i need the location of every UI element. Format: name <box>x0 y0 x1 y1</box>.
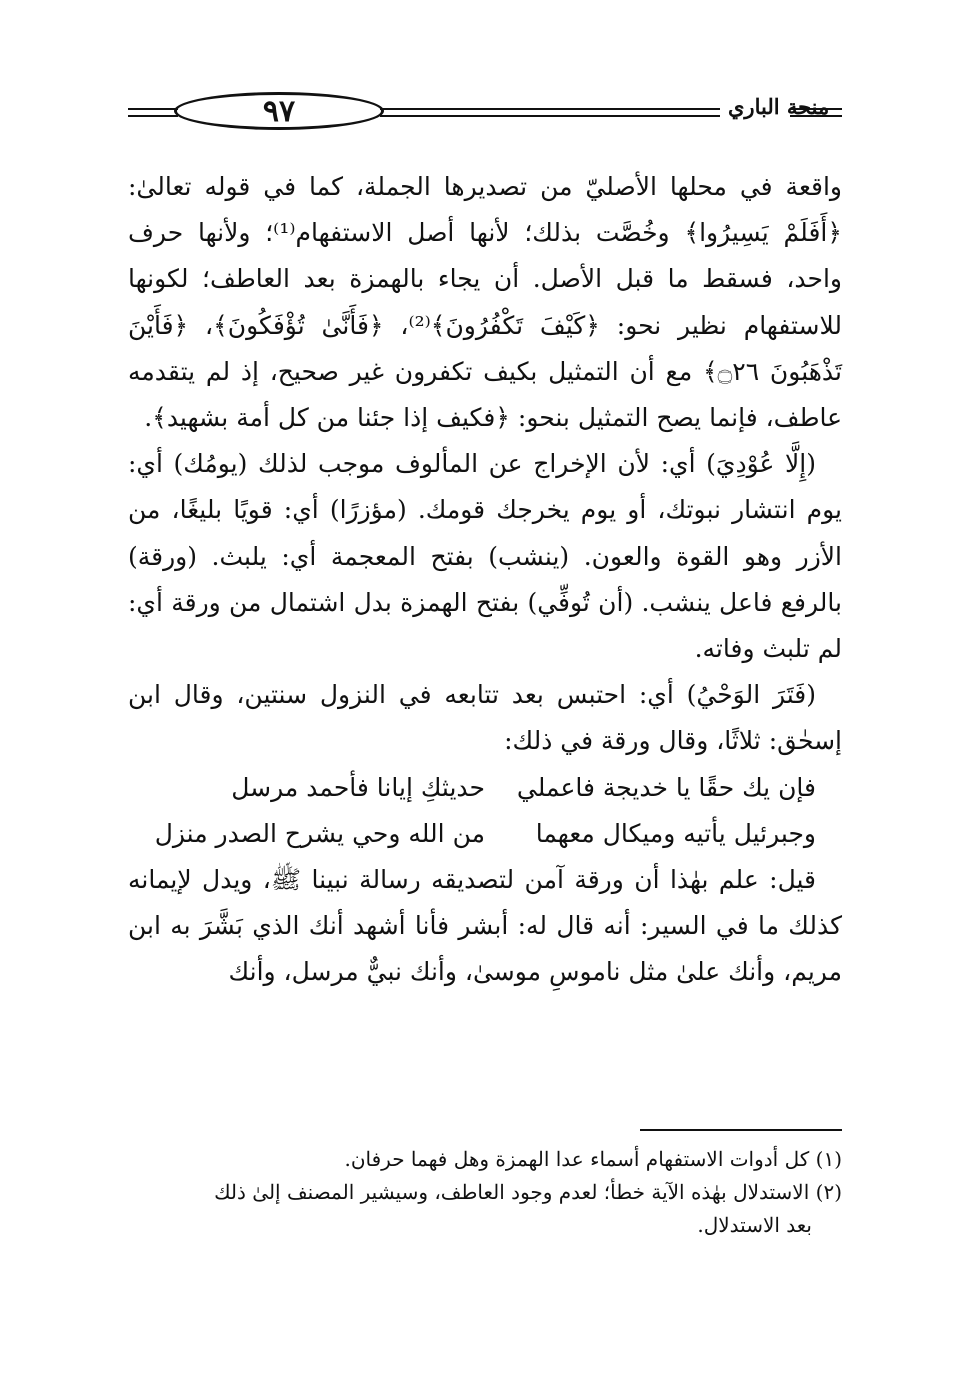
footnote-separator <box>640 1129 842 1131</box>
header-rule <box>128 108 178 110</box>
paragraph: واقعة في محلها الأصليّ من تصديرها الجملة، كما في قوله تعالىٰ: ﴿أَفَلَمْ يَسِيرُوا﴾ وخُصَّت بذلك؛ لأنها أصل الاستفهام⁽¹⁾؛ ولأنها حرف واحد، فسقط ما قبل الأصل. أن يجاء بالهمزة بعد العاطف؛ لكونها للاستفهام نظير نحو: ﴿كَيْفَ تَكْفُرُونَ﴾⁽²⁾، ﴿فَأَنَّىٰ تُؤْفَكُونَ﴾، ﴿فَأَيْنَ تَذْهَبُونَ ۝٢٦﴾ مع أن التمثيل بكيف تكفرون غير صحيح، إذ لم يتقدمه عاطف، فإنما يصح التمثيل بنحو: ﴿فكيف إذا جئنا من كل أمة بشهيد﴾. <box>128 172 843 433</box>
page-number: ٩٧ <box>174 92 384 130</box>
verse-hemistich: وجبرئيل يأتيه وميكال معهما <box>535 818 816 848</box>
paragraph: (إِلَّا عُوْدِيَ) أي: لأن الإخراج عن المألوف موجب لذلك (يومُك) أي: يوم انتشار نبوتك، أو يوم يخرجك قومك. (مؤزرًا) أي: قويًا بليغًا، من الأزر وهو القوة والعون. (ينشب) بفتح المعجمة أي: يلبث. (ورقة) بالرفع فاعل ينشب. (أن تُوفِّي) بفتح الهمزة بدل اشتمال من ورقة أي: لم تلبث وفاته. <box>128 449 842 664</box>
header-rule <box>380 108 720 110</box>
page-header <box>128 92 842 142</box>
main-text <box>128 164 842 995</box>
verse-hemistich: فإن يك حقًا يا خديجة فاعملي <box>516 772 816 802</box>
verse-hemistich: حديثكِ إيانا فأحمد مرسل <box>231 772 485 802</box>
header-rule <box>790 108 842 110</box>
header-rule <box>380 115 720 117</box>
footnote: (١) كل أدوات الاستفهام أسماء عدا الهمزة وهل فهما حرفان. <box>344 1147 842 1171</box>
header-rule <box>790 115 842 117</box>
book-title: منحة الباري <box>728 94 830 119</box>
footnote: (٢) الاستدلال بهٰذه الآية خطأ؛ لعدم وجود العاطف، وسيشير المصنف إلىٰ ذلك <box>214 1180 842 1204</box>
poem-verse <box>128 811 842 857</box>
header-rule <box>128 115 178 117</box>
paragraph: قيل: علم بهٰذا أن ورقة آمن لتصديقه رسالة نبينا ﷺ، ويدل لإيمانه كذلك ما في السير: أنه قال له: أبشر فأنا أشهد أنك الذي بَشَّرَ به ابن مريم، وأنك علىٰ مثل ناموسِ موسىٰ، وأنك نبيٌّ مرسل، وأنك <box>128 864 842 987</box>
poem-verse <box>128 765 842 811</box>
footnote-continuation: بعد الاستدلال. <box>697 1213 812 1237</box>
paragraph: (فَتَرَ الوَحْيُ) أي: احتبس بعد تتابعه في النزول سنتين، وقال ابن إسحٰق: ثلاثًا، وقال ورقة في ذلك: <box>128 680 842 756</box>
footnotes <box>128 1143 842 1242</box>
verse-hemistich: من الله وحي يشرح الصدر منزل <box>154 818 485 848</box>
